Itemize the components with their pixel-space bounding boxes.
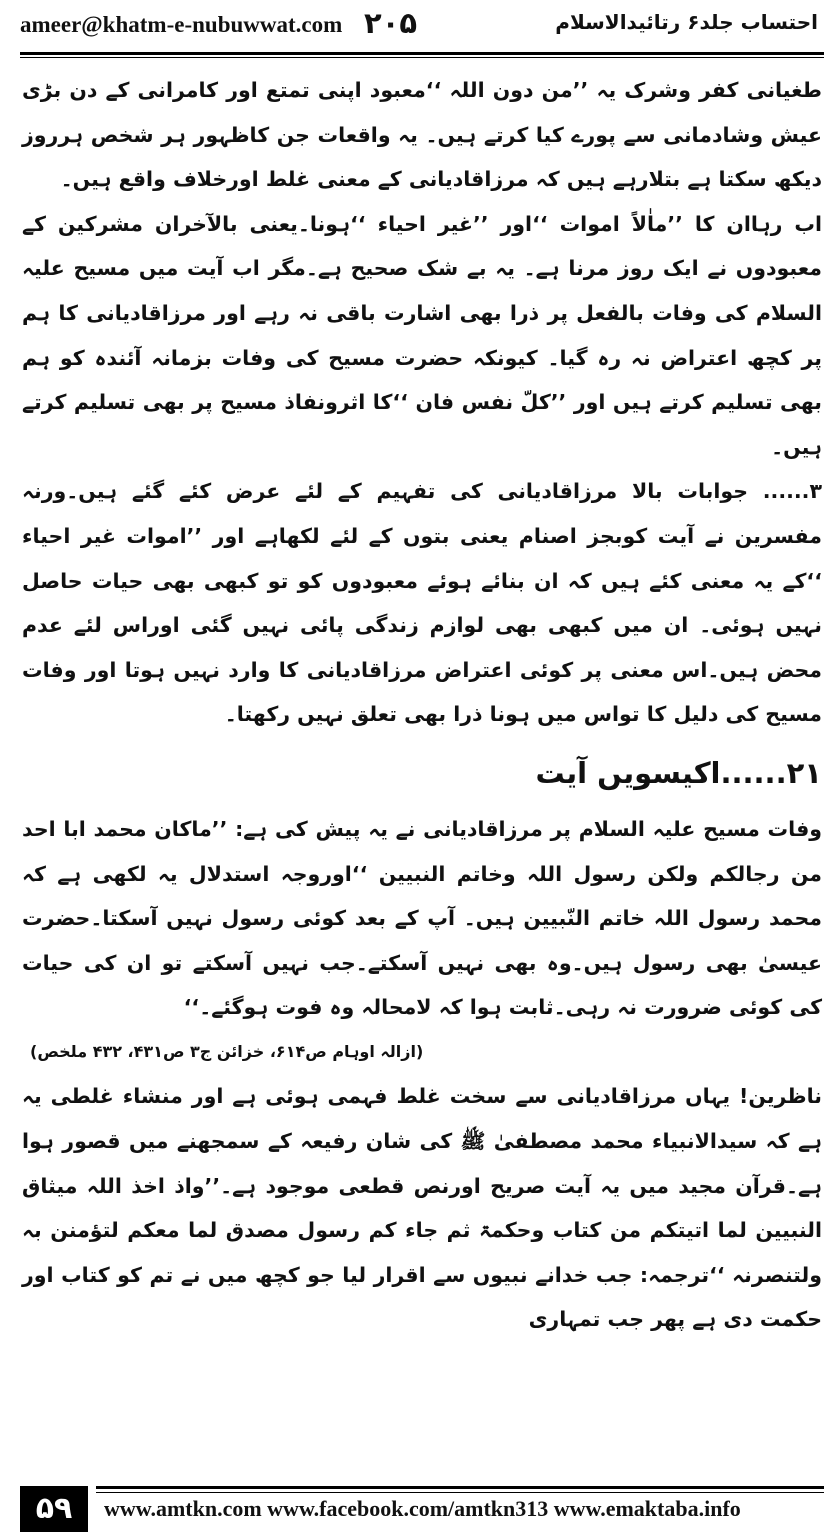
paragraph: طغیانی کفر وشرک یہ ’’من دون اللہ ‘‘معبود اپنی تمتع اور کامرانی کے دن بڑی عیش وشادمانی سے پورے کیا کرتے ہیں۔ یہ واقعات جن کاظہور ہر شخص ہرروز دیکھ سکتا ہے بتلارہے ہیں کہ مرزاقادیانی کے معنی غلط اورخلاف واقع ہیں۔ bbox=[22, 78, 822, 192]
header-page-number: ۲۰۵ bbox=[364, 6, 418, 40]
paragraph: ناظرین! یہاں مرزاقادیانی سے سخت غلط فہمی ہوئی ہے اور منشاء غلطی یہ ہے کہ سیدالانبیاء محمد مصطفیٰ ﷺ کی شان رفیعہ کے سمجھنے میں قصور ہوا ہے۔قرآن مجید میں یہ آیت صریح اورنص قطعی موجود ہے۔’’واذ اخذ اللہ میثاق النبیین لما اتیتکم من کتاب وحکمۃ ثم جاء کم رسول مصدق لما معکم لتؤمنن بہ ولتنصرنہ ‘‘ترجمہ: جب خدانے نبیوں سے اقرار لیا جو کچھ میں نے تم کو کتاب اور حکمت دی ہے پھر جب تمہاری bbox=[22, 1084, 822, 1332]
paragraph: وفات مسیح علیہ السلام پر مرزاقادیانی نے یہ پیش کی ہے: ’’ماکان محمد ابا احد من رجالکم ولکن رسول اللہ وخاتم النبیین ‘‘اوروجہ استدلال یہ لکھی ہے کہ محمد رسول اللہ خاتم النّبیین ہیں۔ آپ کے بعد کوئی رسول نہیں آسکتا۔حضرت عیسیٰ بھی رسول ہیں۔وہ بھی نہیں آسکتے۔جب نہیں آسکتے تو ان کی حیات کی کوئی ضرورت نہ رہی۔ثابت ہوا کہ لامحالہ وہ فوت ہوگئے۔‘‘ bbox=[22, 816, 822, 1020]
citation: (ازالہ اوہام ص۶۱۴، خزائن ج۳ ص۴۳۱، ۴۳۲ ملخص) bbox=[30, 1041, 424, 1061]
footer-page-number: ۵۹ bbox=[20, 1486, 88, 1532]
footer-rule-thin bbox=[96, 1492, 824, 1493]
page-body bbox=[22, 68, 822, 1342]
header-rule-thin bbox=[20, 57, 824, 58]
header-email: ameer@khatm-e-nubuwwat.com bbox=[20, 12, 343, 37]
footer-rule bbox=[96, 1486, 824, 1489]
section-heading: ۲۱......اکیسویں آیت bbox=[535, 755, 822, 790]
page-footer bbox=[0, 1486, 840, 1540]
header-book-title: احتساب جلد۶ رتائیدالاسلام bbox=[555, 10, 818, 34]
paragraph: اب رہاان کا ’’ماٰلاً اموات ‘‘اور ’’غیر احیاء ‘‘ہونا۔یعنی بالآخران مشرکین کے معبودوں نے ایک روز مرنا ہے۔ یہ بے شک صحیح ہے۔مگر اب آیت میں مسیح علیہ السلام کی وفات بالفعل پر ذرا بھی اشارت باقی نہ رہے اور مرزاقادیانی کا ہم پر کچھ اعتراض نہ رہ گیا۔ کیونکہ حضرت مسیح کی وفات بزمانہ آئندہ کو ہم بھی تسلیم کرتے ہیں اور ’’کلّ نفس فان ‘‘کا اثرونفاذ مسیح پر بھی تسلیم کرتے ہیں۔ bbox=[22, 211, 822, 459]
paragraph: ۳...... جوابات بالا مرزاقادیانی کی تفہیم کے لئے عرض کئے گئے ہیں۔ورنہ مفسرین نے آیت کوبجز اصنام یعنی بتوں کے لئے لکھاہے اور ’’اموات غیر احیاء ‘‘کے یہ معنی کئے ہیں کہ ان بنائے ہوئے معبودوں کو تو کبھی بھی حیات حاصل نہیں ہوئی۔ ان میں کبھی بھی لوازم زندگی پائی نہیں گئی اوراس لئے عدم محض ہیں۔اس معنی پر کوئی اعتراض مرزاقادیانی کا وارد نہیں ہوتا اور وفات مسیح کی دلیل کا تواس میں ہونا ذرا بھی تعلق نہیں رکھتا۔ bbox=[22, 479, 822, 727]
footer-links: www.amtkn.com www.facebook.com/amtkn313 www.emaktaba.info bbox=[104, 1496, 741, 1521]
header-rule bbox=[20, 52, 824, 55]
page-header bbox=[0, 0, 840, 58]
